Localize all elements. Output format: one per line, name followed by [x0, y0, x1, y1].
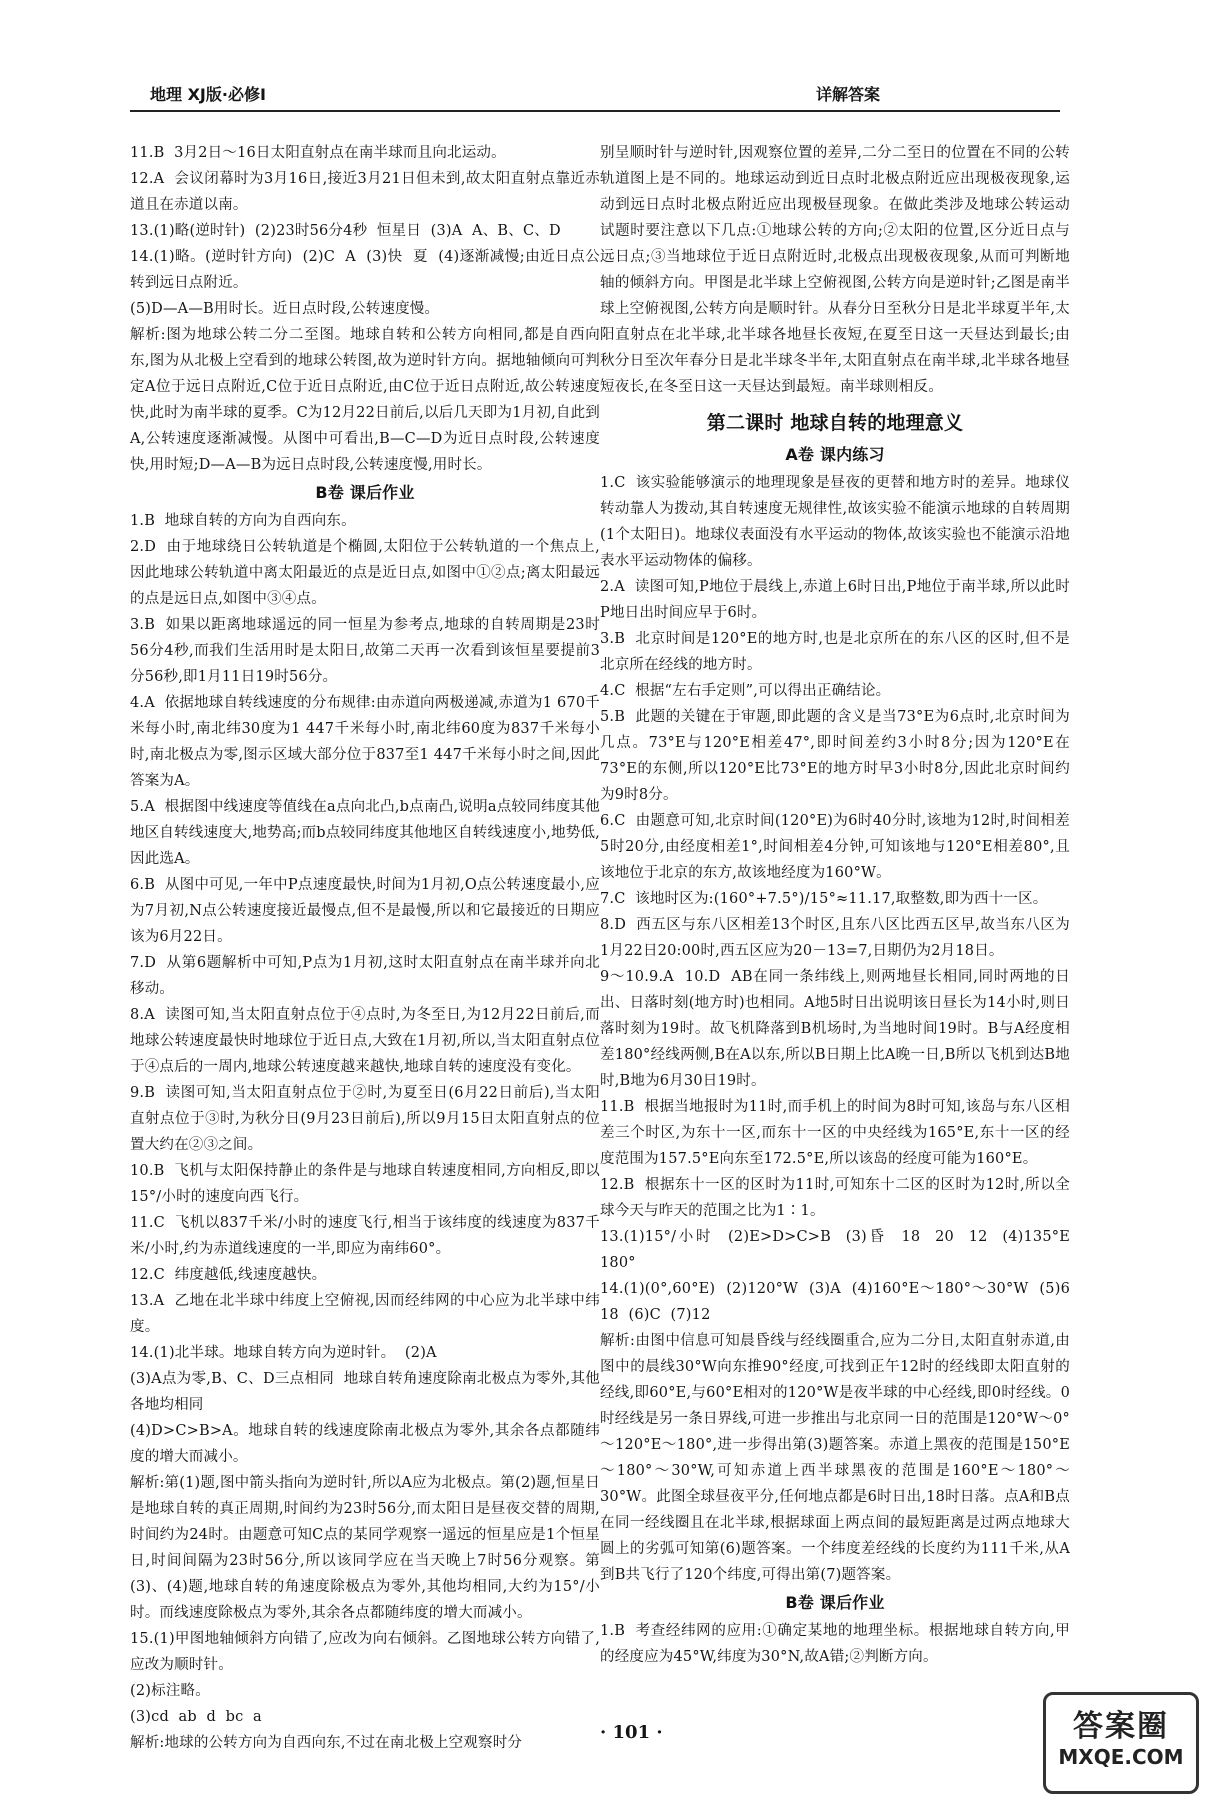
- answer-paragraph: 12.B 根据东十一区的区时为11时,可知东十二区的区时为12时,所以全球今天与昨天的范围之比为1∶1。: [600, 1177, 1070, 1219]
- answer-paragraph: 14.(1)北半球。地球自转方向为逆时针。 (2)A: [130, 1345, 437, 1361]
- answer-paragraph: 7.C 该地时区为:(160°+7.5°)/15°≈11.17,取整数,即为西十一区。: [600, 891, 1048, 907]
- answer-paragraph: 11.B 根据当地报时为11时,而手机上的时间为8时可知,该岛与东八区相差三个时区,为东十一区,而东十一区的中央经线为165°E,东十一区的经度范围为157.5°E向东至172.5°E,所以该岛的经度可能为160°E。: [600, 1099, 1070, 1167]
- answer-paragraph: (3)A点为零,B、C、D三点相同 地球自转角速度除南北极点为零外,其他各地均相同: [130, 1371, 600, 1413]
- answer-paragraph: (4)D>C>B>A。地球自转的线速度除南北极点为零外,其余各点都随纬度的增大而减小。: [130, 1423, 600, 1465]
- watermark-logo: [1043, 1692, 1199, 1794]
- subsection-title: A卷 课内练习: [785, 445, 885, 464]
- left-column: [130, 140, 600, 1751]
- answer-paragraph: 4.A 依据地球自转线速度的分布规律:由赤道向两极递减,赤道为1 670千米每小时,南北纬30度为1 447千米每小时,南北纬60度为837千米每小时,南北极点为零,图示区域大部分位于837至1 447千米每小时之间,因此答案为A。: [130, 695, 600, 789]
- answer-paragraph: 9～10.9.A 10.D AB在同一条纬线上,则两地昼长相同,同时两地的日出、日落时刻(地方时)也相同。A地5时日出说明该日昼长为14小时,则日落时刻为19时。故飞机降落到B机场时,为当地时间19时。B与A经度相差180°经线两侧,B在A以东,所以B日期上比A晚一日,B所以飞机到达B地时,B地为6月30日19时。: [600, 969, 1070, 1089]
- answer-paragraph: 14.(1)略。(逆时针方向) (2)C A (3)快 夏 (4)逐渐减慢;由近日点公转到远日点附近。: [130, 249, 600, 291]
- answer-paragraph: 7.D 从第6题解析中可知,P点为1月初,这时太阳直射点在南半球并向北移动。: [130, 955, 600, 997]
- answer-paragraph: 5.B 此题的关键在于审题,即此题的含义是当73°E为6点时,北京时间为几点。73°E与120°E相差47°,即时间差约3小时8分;因为120°E在73°E的东侧,所以120°E比73°E的地方时早3小时8分,因此北京时间约为9时8分。: [600, 709, 1070, 803]
- answer-paragraph: 11.C 飞机以837千米/小时的速度飞行,相当于该纬度的线速度为837千米/小时,约为赤道线速度的一半,即应为南纬60°。: [130, 1215, 600, 1257]
- answer-paragraph: (2)标注略。: [130, 1683, 210, 1699]
- answer-paragraph: 别呈顺时针与逆时针,因观察位置的差异,二分二至日的位置在不同的公转轨道图上是不同的。地球运动到近日点时北极点附近应出现极夜现象,运动到远日点时北极点附近应出现极昼现象。在做此类涉及地球公转运动试题时要注意以下几点:①地球公转的方向;②太阳的位置,区分近日点与远日点;③当地球位于近日点附近时,北极点出现极夜现象,从而可判断地轴的倾斜方向。甲图是北半球上空俯视图,公转方向是逆时针;乙图是南半球上空俯视图,公转方向是顺时针。从春分日至秋分日是北半球夏半年,太阳直射点在北半球,北半球各地昼长夜短,在夏至日这一天昼达到最长;由秋分日至次年春分日是北半球冬半年,太阳直射点在南半球,北半球各地昼短夜长,在冬至日这一天昼达到最短。南半球则相反。: [600, 145, 1070, 395]
- watermark-top: 答案圈: [1073, 1709, 1169, 1744]
- right-column: [600, 140, 1080, 1665]
- answer-paragraph: 2.A 读图可知,P地位于晨线上,赤道上6时日出,P地位于南半球,所以此时P地日出时间应早于6时。: [600, 579, 1070, 621]
- answer-paragraph: 12.C 纬度越低,线速度越快。: [130, 1267, 327, 1283]
- answer-paragraph: 8.D 西五区与东八区相差13个时区,且东八区比西五区早,故当东八区为1月22日20:00时,西五区应为20－13=7,日期仍为2月18日。: [600, 917, 1070, 959]
- answer-paragraph: 解析:第(1)题,图中箭头指向为逆时针,所以A应为北极点。第(2)题,恒星日是地球自转的真正周期,时间约为23时56分,而太阳日是昼夜交替的周期,时间约为24时。由题意可知C点的某同学观察一遥远的恒星应是1个恒星日,时间间隔为23时56分,所以该同学应在当天晚上7时56分观察。第(3)、(4)题,地球自转的角速度除极点为零外,其他均相同,大约为15°/小时。而线速度除极点为零外,其余各点都随纬度的增大而减小。: [130, 1475, 600, 1621]
- answer-paragraph: 13.A 乙地在北半球中纬度上空俯视,因而经纬网的中心应为北半球中纬度。: [130, 1293, 600, 1335]
- answer-paragraph: 14.(1)(0°,60°E) (2)120°W (3)A (4)160°E～180°～30°W (5)6 18 (6)C (7)12: [600, 1281, 1080, 1323]
- answer-paragraph: 解析:由图中信息可知晨昏线与经线圈重合,应为二分日,太阳直射赤道,由图中的晨线30°W向东推90°经度,可找到正午12时的经线即太阳直射的经线,即60°E,与60°E相对的120°W是夜半球的中心经线,即0时经线。0时经线是另一条日界线,可进一步推出与北京同一日的范围是120°W～0°～120°E～180°,进一步得出第(3)题答案。赤道上黑夜的范围是150°E～180°～30°W,可知赤道上西半球黑夜的范围是160°E～180°～30°W。此图全球昼夜平分,任何地点都是6时日出,18时日落。点A和B点在同一经线圈且在北半球,根据球面上两点间的最短距离是过两点地球大圆上的劣弧可知第(6)题答案。一个纬度差经线的长度约为111千米,从A到B共飞行了120个纬度,可得出第(7)题答案。: [600, 1333, 1070, 1583]
- subsection-title: B卷 课后作业: [315, 483, 415, 502]
- answer-paragraph: 解析:图为地球公转二分二至图。地球自转和公转方向相同,都是自西向东,图为从北极上空看到的地球公转图,故为逆时针方向。据地轴倾向可判定A位于远日点附近,C位于近日点附近,由C位于近日点附近,故公转速度快,此时为南半球的夏季。C为12月22日前后,以后几天即为1月初,自此到A,公转速度逐渐减慢。从图中可看出,B—C—D为近日点时段,公转速度快,用时短;D—A—B为远日点时段,公转速度慢,用时长。: [130, 327, 600, 473]
- answer-paragraph: 4.C 根据“左右手定则”,可以得出正确结论。: [600, 683, 891, 699]
- answer-paragraph: 1.B 地球自转的方向为自西向东。: [130, 513, 356, 529]
- answer-paragraph: 8.A 读图可知,当太阳直射点位于④点时,为冬至日,为12月22日前后,而地球公转速度最快时地球位于近日点,大致在1月初,所以,当太阳直射点位于④点后的一周内,地球公转速度越来越快,地球自转的速度没有变化。: [130, 1007, 600, 1075]
- answer-paragraph: 解析:地球的公转方向为自西向东,不过在南北极上空观察时分: [130, 1735, 523, 1751]
- answer-paragraph: (3)cd ab d bc a: [130, 1709, 262, 1725]
- answer-paragraph: 10.B 飞机与太阳保持静止的条件是与地球自转速度相同,方向相反,即以15°/小时的速度向西飞行。: [130, 1163, 600, 1205]
- header-subject: 地理 XJ版·必修Ⅰ: [150, 85, 266, 104]
- watermark-bottom: MXQE.COM: [1058, 1745, 1184, 1769]
- header-answers: 详解答案: [815, 85, 880, 104]
- answer-paragraph: 2.D 由于地球绕日公转轨道是个椭圆,太阳位于公转轨道的一个焦点上,因此地球公转轨道中离太阳最近的点是近日点,如图中①②点;离太阳最远的点是远日点,如图中③④点。: [130, 539, 600, 607]
- answer-paragraph: 6.B 从图中可见,一年中P点速度最快,时间为1月初,O点公转速度最小,应为7月初,N点公转速度接近最慢点,但不是最慢,所以和它最接近的日期应该为6月22日。: [130, 877, 600, 945]
- answer-paragraph: 9.B 读图可知,当太阳直射点位于②时,为夏至日(6月22日前后),当太阳直射点位于③时,为秋分日(9月23日前后),所以9月15日太阳直射点的位置大约在②③之间。: [130, 1085, 600, 1153]
- answer-paragraph: (5)D—A—B用时长。近日点时段,公转速度慢。: [130, 301, 440, 317]
- answer-paragraph: 5.A 根据图中线速度等值线在a点向北凸,b点南凸,说明a点较同纬度其他地区自转线速度大,地势高;而b点较同纬度其他地区自转线速度小,地势低,因此选A。: [130, 799, 600, 867]
- section-title: 第二课时 地球自转的地理意义: [706, 412, 964, 434]
- answer-paragraph: 3.B 北京时间是120°E的地方时,也是北京所在的东八区的区时,但不是北京所在经线的地方时。: [600, 631, 1070, 673]
- subsection-title: B卷 课后作业: [785, 1593, 885, 1612]
- answer-paragraph: 3.B 如果以距离地球遥远的同一恒星为参考点,地球的自转周期是23时56分4秒,而我们生活用时是太阳日,故第二天再一次看到该恒星要提前3分56秒,即1月11日19时56分。: [130, 617, 600, 685]
- answer-paragraph: 12.A 会议闭幕时为3月16日,接近3月21日但未到,故太阳直射点靠近赤道且在赤道以南。: [130, 171, 600, 213]
- answer-paragraph: 15.(1)甲图地轴倾斜方向错了,应改为向右倾斜。乙图地球公转方向错了,应改为顺时针。: [130, 1631, 600, 1673]
- answer-paragraph: 1.C 该实验能够演示的地理现象是昼夜的更替和地方时的差异。地球仪转动靠人为拨动,其自转速度无规律性,故该实验不能演示地球的自转周期(1个太阳日)。地球仪表面没有水平运动的物体,故该实验也不能演示沿地表水平运动物体的偏移。: [600, 475, 1070, 569]
- answer-paragraph: 13.(1)略(逆时针) (2)23时56分4秒 恒星日 (3)A A、B、C、D: [130, 223, 561, 239]
- answer-paragraph: 6.C 由题意可知,北京时间(120°E)为6时40分时,该地为12时,时间相差5时20分,由经度相差1°,时间相差4分钟,可知该地与120°E相差80°,且该地位于北京的东方,故该地经度为160°W。: [600, 813, 1070, 881]
- answer-paragraph: 1.B 考查经纬网的应用:①确定某地的地理坐标。根据地球自转方向,甲的经度应为45°W,纬度为30°N,故A错;②判断方向。: [600, 1623, 1070, 1665]
- answer-paragraph: 13.(1)15°/小时 (2)E>D>C>B (3)昏 18 20 12 (4)135°E 180°: [600, 1229, 1080, 1271]
- answer-paragraph: 11.B 3月2日～16日太阳直射点在南半球而且向北运动。: [130, 145, 506, 161]
- page-number: · 101 ·: [600, 1722, 663, 1743]
- page-header: [130, 80, 1060, 112]
